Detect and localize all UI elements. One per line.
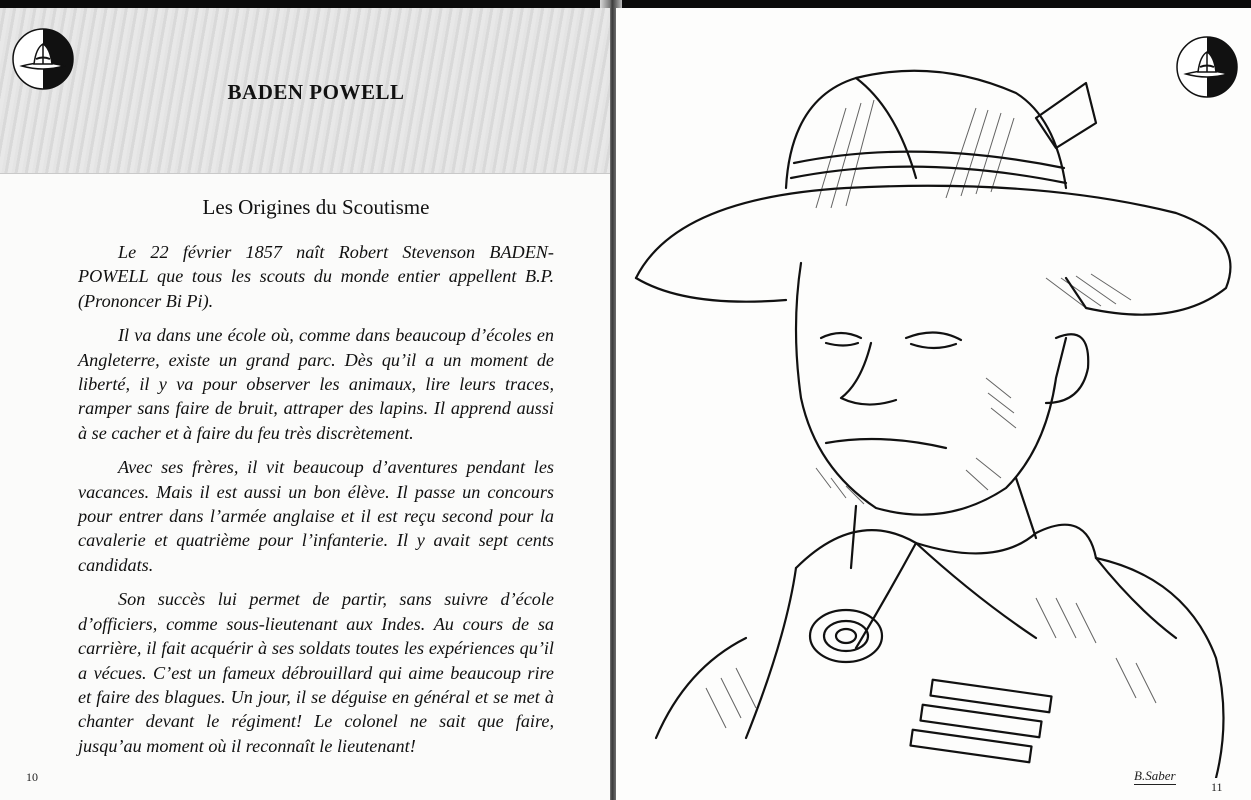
chapter-title: BADEN POWELL [227,80,405,104]
paragraph: Avec ses frères, il vit beaucoup d’aventures pendant les vacances. Mais il est aussi un bon élève. Il passe un concours pour entrer dans l’armée anglaise et il est reçu second pour la cavalerie et quatrième pour l’infanterie. Il y avait sept cents candidats. [78,457,554,575]
baden-powell-portrait-icon [616,38,1251,778]
section-title: Les Origines du Scoutisme [202,195,430,219]
page-number-right: 11 [1211,780,1223,794]
left-page [0,8,610,800]
page-number-left: 10 [26,770,38,784]
paragraph: Son succès lui permet de partir, sans suivre d’école d’officiers, comme sous-lieutenant aux Indes. Au cours de sa carrière, il fait acquérir à ses soldats toutes les expériences qu’il a vécues. C’est un fameux débrouillard qui aime beaucoup rire et faire des blagues. Un jour, il se déguise en général et se met à chanter devant le régiment! Le colonel ne sait que faire, jusqu’au moment où il reconnaît le lieutenant! [78,589,554,756]
artist-signature: B.Saber [1134,768,1176,783]
paragraph: Il va dans une école où, comme dans beaucoup d’écoles en Angleterre, existe un grand parc. Dès qu’il a un moment de liberté, il y va pour observer les animaux, lire leurs traces, ramper sans faire de bruit, attraper des lapins. Il apprend aussi à se cacher et à faire du feu très discrètement. [78,325,554,443]
right-page [616,8,1251,800]
body-text [78,240,554,768]
paragraph: Le 22 février 1857 naît Robert Stevenson BADEN-POWELL que tous les scouts du monde entier appellent B.P. (Prononcer Bi Pi). [78,242,554,311]
